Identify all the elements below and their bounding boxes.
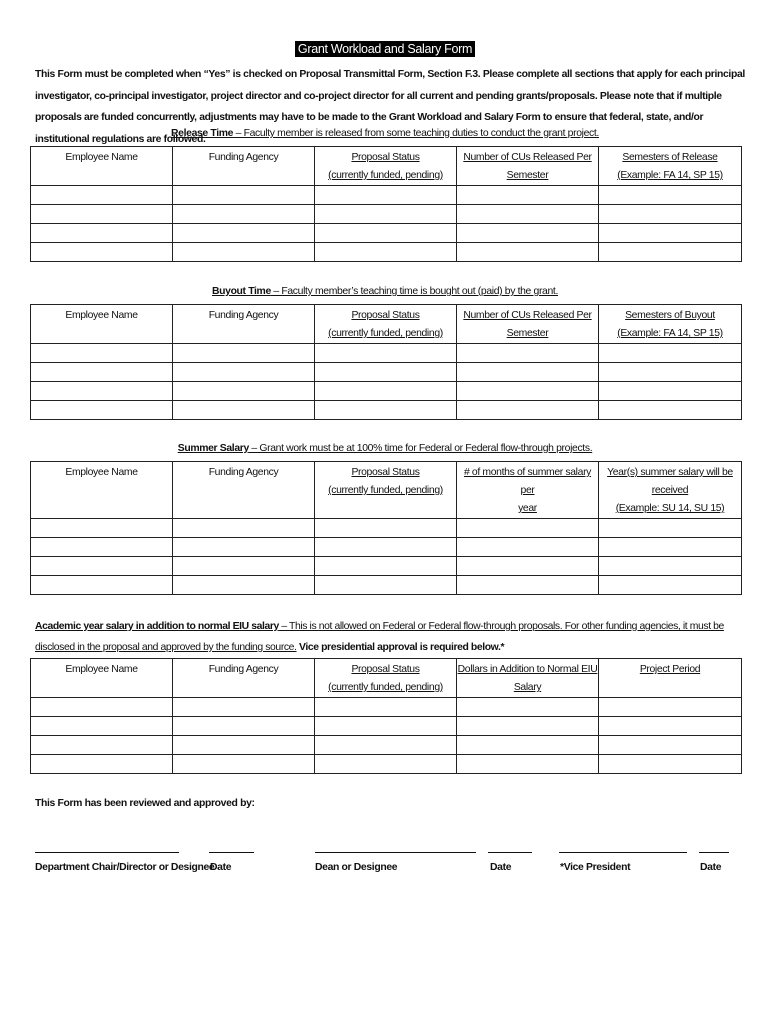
- header-proposal-status: Proposal Status (currently funded, pending): [315, 305, 457, 344]
- summer-salary-caption: [0, 443, 770, 454]
- summer-salary-desc: – Grant work must be at 100% time for Federal or Federal flow-through projects.: [248, 443, 593, 454]
- table-cell[interactable]: [173, 205, 315, 224]
- summer-salary-table: [30, 461, 742, 595]
- form-title: Grant Workload and Salary Form: [295, 41, 475, 57]
- table-cell[interactable]: [31, 186, 173, 205]
- header-cus-released: Number of CUs Released Per Semester: [457, 305, 599, 344]
- header-semesters-release: Semesters of Release (Example: FA 14, SP 15): [599, 147, 742, 186]
- table-cell[interactable]: [599, 557, 742, 576]
- table-row: [31, 363, 742, 382]
- dept-chair-date-label: Date: [210, 862, 232, 873]
- table-cell[interactable]: [457, 736, 599, 755]
- vp-date-label: Date: [700, 862, 722, 873]
- header-employee-name: Employee Name: [31, 659, 173, 698]
- header-employee-name: Employee Name: [31, 305, 173, 344]
- table-cell[interactable]: [315, 382, 457, 401]
- table-cell[interactable]: [315, 363, 457, 382]
- table-cell[interactable]: [31, 224, 173, 243]
- table-cell[interactable]: [457, 755, 599, 774]
- table-cell[interactable]: [599, 344, 742, 363]
- dept-chair-date-line[interactable]: [209, 852, 254, 853]
- table-cell[interactable]: [599, 576, 742, 595]
- vp-date-line[interactable]: [699, 852, 729, 853]
- table-cell[interactable]: [599, 186, 742, 205]
- table-cell[interactable]: [599, 382, 742, 401]
- table-cell[interactable]: [457, 538, 599, 557]
- header-proposal-status: Proposal Status (currently funded, pending): [315, 147, 457, 186]
- table-row: [31, 717, 742, 736]
- table-row: [31, 382, 742, 401]
- table-cell[interactable]: [31, 576, 173, 595]
- header-years-summer-salary: Year(s) summer salary will be received (Example: SU 14, SU 15): [599, 462, 742, 519]
- table-cell[interactable]: [457, 205, 599, 224]
- header-project-period: Project Period: [599, 659, 742, 698]
- header-months-summer-salary: # of months of summer salary per year: [457, 462, 599, 519]
- table-cell[interactable]: [31, 401, 173, 420]
- table-row: [31, 557, 742, 576]
- table-cell[interactable]: [315, 736, 457, 755]
- release-time-lead: Release Time: [171, 128, 234, 139]
- table-cell[interactable]: [457, 519, 599, 538]
- dept-chair-label: Department Chair/Director or Designee: [35, 862, 215, 873]
- table-cell[interactable]: [315, 224, 457, 243]
- table-cell[interactable]: [173, 363, 315, 382]
- header-funding-agency: Funding Agency: [173, 462, 315, 519]
- dean-date-label: Date: [490, 862, 512, 873]
- buyout-time-desc: – Faculty member’s teaching time is bought out (paid) by the grant.: [270, 286, 558, 297]
- table-cell[interactable]: [31, 717, 173, 736]
- approval-heading: This Form has been reviewed and approved by:: [35, 798, 255, 809]
- header-dollars-additional: Dollars in Addition to Normal EIU Salary: [457, 659, 599, 698]
- table-header-row: [31, 305, 742, 344]
- academic-salary-table: [30, 658, 742, 774]
- table-cell[interactable]: [457, 717, 599, 736]
- table-cell[interactable]: [457, 401, 599, 420]
- table-row: [31, 698, 742, 717]
- table-cell[interactable]: [173, 401, 315, 420]
- table-cell[interactable]: [173, 344, 315, 363]
- table-cell[interactable]: [173, 538, 315, 557]
- dean-date-line[interactable]: [488, 852, 532, 853]
- table-cell[interactable]: [173, 755, 315, 774]
- table-cell[interactable]: [173, 717, 315, 736]
- table-row: [31, 186, 742, 205]
- academic-salary-desc: – This is not allowed on Federal or Federal flow-through proposals. For other funding agencies, it must be disclosed in the proposal and approved by the funding source.: [35, 621, 724, 653]
- buyout-time-caption: [0, 286, 770, 297]
- header-funding-agency: Funding Agency: [173, 305, 315, 344]
- table-cell[interactable]: [315, 698, 457, 717]
- table-row: [31, 538, 742, 557]
- table-cell[interactable]: [457, 557, 599, 576]
- table-cell[interactable]: [173, 243, 315, 262]
- table-cell[interactable]: [599, 736, 742, 755]
- table-cell[interactable]: [315, 186, 457, 205]
- summer-salary-lead: Summer Salary: [177, 443, 249, 454]
- table-row: [31, 736, 742, 755]
- table-header-row: [31, 147, 742, 186]
- table-cell[interactable]: [31, 382, 173, 401]
- table-cell[interactable]: [315, 243, 457, 262]
- table-header-row: [31, 462, 742, 519]
- table-cell[interactable]: [315, 557, 457, 576]
- table-cell[interactable]: [173, 382, 315, 401]
- table-cell[interactable]: [173, 224, 315, 243]
- dean-label: Dean or Designee: [315, 862, 398, 873]
- intro-paragraph: This Form must be completed when “Yes” is checked on Proposal Transmittal Form, Section F.3. Please complete all sections that apply for each principal investigator, co-principal investigator, project director and co-project director for all current and pending grants/proposals. Please note that if multiple proposals are funded concurrently, adjustments may have to be made to the Grant Workload and Salary Form to ensure that federal, state, and/or institutional regulations are followed.: [35, 69, 745, 145]
- table-cell[interactable]: [599, 401, 742, 420]
- header-funding-agency: Funding Agency: [173, 659, 315, 698]
- signature-lines: [0, 852, 770, 854]
- header-proposal-status: Proposal Status (currently funded, pending): [315, 659, 457, 698]
- table-cell[interactable]: [315, 755, 457, 774]
- table-cell[interactable]: [31, 519, 173, 538]
- table-cell[interactable]: [173, 576, 315, 595]
- table-cell[interactable]: [31, 205, 173, 224]
- release-time-desc: – Faculty member is released from some teaching duties to conduct the grant project.: [233, 128, 599, 139]
- table-cell[interactable]: [31, 557, 173, 576]
- table-cell[interactable]: [173, 557, 315, 576]
- table-cell[interactable]: [599, 363, 742, 382]
- vp-signature-line[interactable]: [559, 852, 687, 853]
- table-cell[interactable]: [457, 243, 599, 262]
- table-cell[interactable]: [315, 717, 457, 736]
- table-cell[interactable]: [599, 538, 742, 557]
- release-time-caption: [0, 128, 770, 139]
- dept-chair-signature-line[interactable]: [35, 852, 179, 853]
- table-row: [31, 344, 742, 363]
- table-cell[interactable]: [315, 576, 457, 595]
- dean-signature-line[interactable]: [315, 852, 476, 853]
- table-cell[interactable]: [457, 186, 599, 205]
- table-cell[interactable]: [315, 205, 457, 224]
- academic-salary-lead: Academic year salary in addition to normal EIU salary: [35, 621, 279, 632]
- table-cell[interactable]: [173, 736, 315, 755]
- table-cell[interactable]: [457, 576, 599, 595]
- table-cell[interactable]: [599, 224, 742, 243]
- header-proposal-status: Proposal Status (currently funded, pending): [315, 462, 457, 519]
- table-cell[interactable]: [315, 538, 457, 557]
- table-cell[interactable]: [599, 519, 742, 538]
- table-cell[interactable]: [31, 363, 173, 382]
- table-row: [31, 576, 742, 595]
- table-cell[interactable]: [315, 401, 457, 420]
- table-cell[interactable]: [31, 243, 173, 262]
- table-cell[interactable]: [315, 519, 457, 538]
- vp-approval-note: Vice presidential approval is required below.*: [296, 642, 505, 653]
- buyout-time-table: [30, 304, 742, 420]
- table-cell[interactable]: [599, 755, 742, 774]
- table-cell[interactable]: [315, 344, 457, 363]
- table-cell[interactable]: [173, 186, 315, 205]
- table-row: [31, 401, 742, 420]
- table-cell[interactable]: [599, 205, 742, 224]
- buyout-time-lead: Buyout Time: [211, 286, 271, 297]
- table-row: [31, 243, 742, 262]
- table-cell[interactable]: [599, 717, 742, 736]
- table-cell[interactable]: [31, 736, 173, 755]
- table-cell[interactable]: [31, 344, 173, 363]
- table-row: [31, 755, 742, 774]
- title-wrap: [0, 40, 770, 58]
- table-cell[interactable]: [457, 344, 599, 363]
- release-time-table: [30, 146, 742, 262]
- header-employee-name: Employee Name: [31, 462, 173, 519]
- table-cell[interactable]: [457, 382, 599, 401]
- academic-salary-caption: [35, 616, 740, 658]
- header-semesters-buyout: Semesters of Buyout (Example: FA 14, SP 15): [599, 305, 742, 344]
- table-cell[interactable]: [173, 698, 315, 717]
- table-cell[interactable]: [173, 519, 315, 538]
- table-cell[interactable]: [457, 698, 599, 717]
- table-row: [31, 224, 742, 243]
- header-funding-agency: Funding Agency: [173, 147, 315, 186]
- table-row: [31, 519, 742, 538]
- table-cell[interactable]: [457, 363, 599, 382]
- table-cell[interactable]: [31, 755, 173, 774]
- header-employee-name: Employee Name: [31, 147, 173, 186]
- table-cell[interactable]: [599, 698, 742, 717]
- table-cell[interactable]: [599, 243, 742, 262]
- table-cell[interactable]: [31, 698, 173, 717]
- header-cus-released: Number of CUs Released Per Semester: [457, 147, 599, 186]
- table-header-row: [31, 659, 742, 698]
- table-cell[interactable]: [31, 538, 173, 557]
- vice-president-label: *Vice President: [560, 862, 631, 873]
- table-cell[interactable]: [457, 224, 599, 243]
- table-row: [31, 205, 742, 224]
